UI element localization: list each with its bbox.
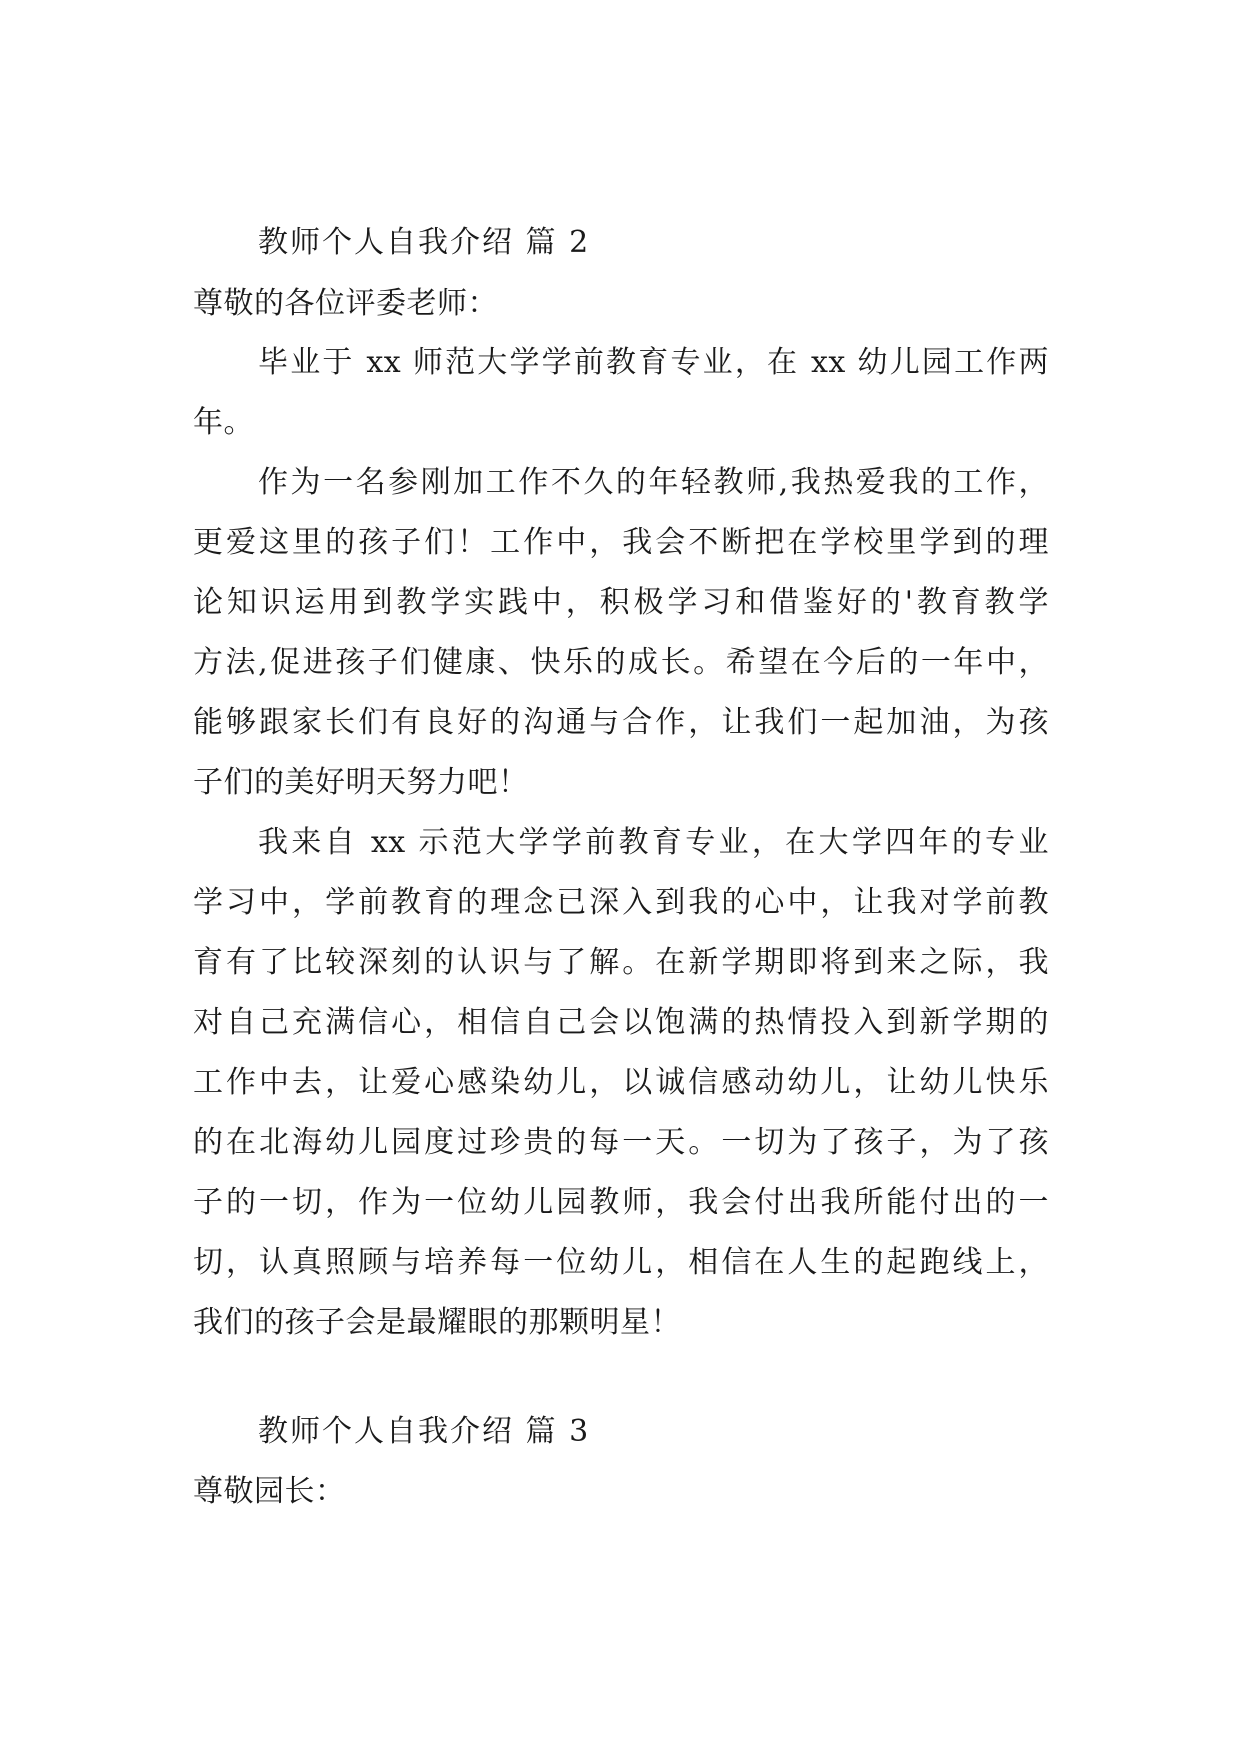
paragraph-line: 子们的美好明天努力吧！: [193, 765, 529, 800]
paragraph-line: 作为一名参刚加工作不久的年轻教师,我热爱我的工作，: [258, 465, 1049, 500]
paragraph-line: 方法,促进孩子们健康、快乐的成长。希望在今后的一年中，: [193, 645, 1049, 680]
paragraph-line: 我们的孩子会是最耀眼的那颗明星！: [193, 1305, 681, 1340]
section-2-salutation: 尊敬的各位评委老师：: [193, 286, 498, 321]
paragraph-line: 学习中，学前教育的理念已深入到我的心中，让我对学前教: [193, 885, 1049, 920]
paragraph-line: 的在北海幼儿园度过珍贵的每一天。一切为了孩子，为了孩: [193, 1125, 1049, 1160]
section-3-salutation: 尊敬园长：: [193, 1474, 346, 1509]
paragraph-line: 年。: [193, 405, 254, 440]
paragraph-line: 能够跟家长们有良好的沟通与合作，让我们一起加油，为孩: [193, 705, 1049, 740]
section-2-heading: 教师个人自我介绍 篇 2: [258, 225, 591, 260]
paragraph-line: 子的一切，作为一位幼儿园教师，我会付出我所能付出的一: [193, 1185, 1049, 1220]
paragraph-line: 育有了比较深刻的认识与了解。在新学期即将到来之际，我: [193, 945, 1049, 980]
paragraph-line: 切，认真照顾与培养每一位幼儿，相信在人生的起跑线上，: [193, 1245, 1049, 1280]
paragraph-line: 工作中去，让爱心感染幼儿，以诚信感动幼儿，让幼儿快乐: [193, 1065, 1049, 1100]
paragraph-line: 毕业于 xx 师范大学学前教育专业，在 xx 幼儿园工作两: [258, 345, 1049, 380]
paragraph-line: 论知识运用到教学实践中，积极学习和借鉴好的'教育教学: [193, 585, 1049, 620]
paragraph-line: 对自己充满信心，相信自己会以饱满的热情投入到新学期的: [193, 1005, 1049, 1040]
paragraph-line: 我来自 xx 示范大学学前教育专业，在大学四年的专业: [258, 825, 1049, 860]
section-3-heading: 教师个人自我介绍 篇 3: [258, 1414, 591, 1449]
paragraph-line: 更爱这里的孩子们！工作中，我会不断把在学校里学到的理: [193, 525, 1049, 560]
